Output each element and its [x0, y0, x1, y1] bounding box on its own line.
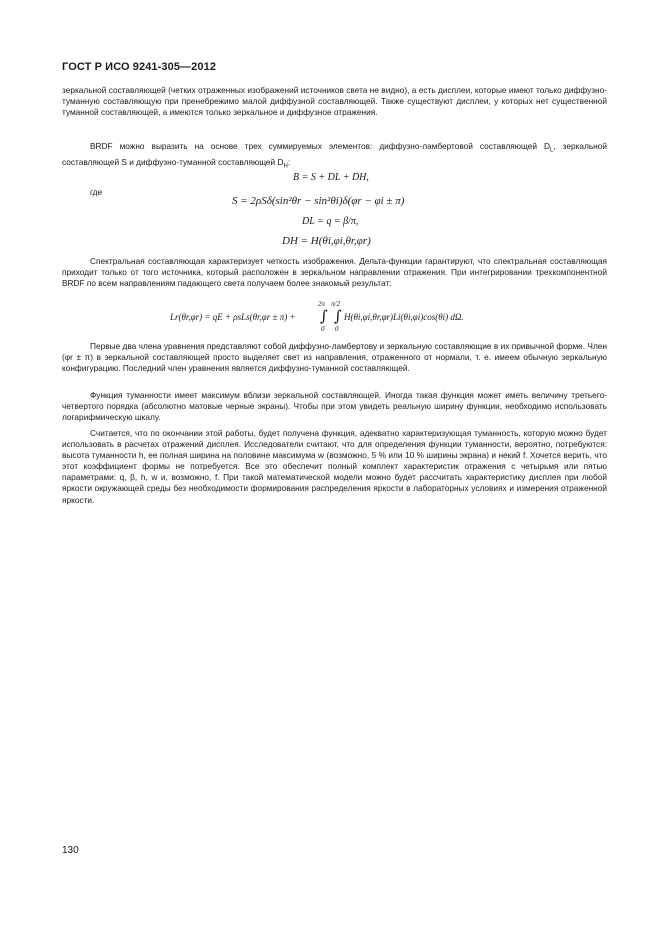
integral-2-upper: π/2: [331, 300, 340, 308]
paragraph-6: [62, 428, 607, 506]
p2-sub-l: L: [549, 147, 554, 154]
equation-haze: DH = H(θi,φi,θr,φr): [282, 235, 371, 247]
integral-2-lower: 0: [335, 325, 339, 333]
paragraph-5-text: Функция туманности имеет максимум вблизи зеркальной составляющей. Иногда такая функция может иметь величину третьего-четвертого порядка (абсолютно матовые черные экраны). Чтобы при этом увидеть реальную ширину функции, необходимо использовать логарифмическую шкалу.: [62, 390, 607, 423]
p2-part-a: BRDF можно выразить на основе трех суммируемых элементов: диффузно-ламбертовой составляющей D: [90, 141, 550, 151]
equation-brdf-sum: B = S + DL + DH,: [293, 172, 369, 183]
equation-specular: S = 2ρSδ(sin²θr − sin²θi)δ(φr − φi ± π): [232, 195, 405, 207]
integral-2-sign: ∫: [334, 307, 342, 325]
integral-1-upper: 2π: [318, 300, 326, 308]
equation-lambert: DL = q = β/π,: [302, 216, 359, 227]
paragraph-3: [62, 256, 607, 289]
paragraph-4-text: Первые два члена уравнения представляют собой диффузно-ламбертову и зеркальную составляющие в их привычной форме. Член (φr ± π) в зеркальной составляющей просто выделяет свет из направления, отраженного от нормали, т. е. имеем обычную зеркальную конфигурацию. Последний член уравнения является диффузно-туманной составляющей.: [62, 341, 607, 374]
paragraph-2-text: [62, 141, 607, 173]
paragraph-6-text: Считается, что по окончании этой работы, будет получена функция, адекватно характеризующая туманность, которую можно будет использовать в расчетах отражений дисплея. Исследователи считают, что для определения функции туманности, вероятно, потребуются: высота туманности h, ее полная ширина на половине максимума w (возможно, 5 % или 10 % ширины экрана) и некий f. Хочется верить, что этот коэффициент формы не потребуется. Все это обеспечит полный комплект характеристик отражения с четырьмя или пятью параметрами: q, β, h, w и, возможно, f. При такой математической модели можно будет рассчитать характеристику дисплея при любой яркости окружающей среды без необходимости формирования распределения яркости в лабораторных условиях и измерения отраженной яркости.: [62, 428, 607, 505]
paragraph-5: [62, 390, 607, 423]
paragraph-3-text: Спектральная составляющая характеризует четкость изображения. Дельта-функции гарантируют, что спектральная составляющая приходит только от того источника, который расположен в зеркальном направлении отражения. При интегрировании трехкомпонентной BRDF по всем направлениям падающего света получаем более знакомый результат:: [62, 256, 607, 289]
integral-1-lower: 0: [321, 325, 325, 333]
page-number: 130: [62, 845, 79, 856]
p2-part-e: :: [287, 156, 291, 167]
paragraph-1-text: зеркальной составляющей (четких отраженных изображений источников света не видно), а есть дисплеи, которые имеют только диффузно-туманную составляющую при пренебрежимо малой диффузной составляющей. Также существуют дисплеи, у которых нет существенной туманной составляющей, а имеются только зеркальное и диффузное отражения.: [62, 85, 607, 118]
paragraph-4: [62, 341, 607, 374]
integral-1-sign: ∫: [320, 307, 328, 325]
paragraph-1: [62, 85, 607, 118]
equation-luminance-right: H(θi,φi,θr,φr)Li(θi,φi)cos(θi) dΩ.: [344, 312, 464, 322]
p2-sub-h: H: [283, 163, 288, 170]
paragraph-2: [62, 141, 607, 173]
equation-luminance-left: Lr(θr,φr) = qE + ρsLs(θr,φr ± π) +: [170, 312, 296, 322]
document-header: ГОСТ Р ИСО 9241-305—2012: [62, 61, 217, 73]
where-label: где: [90, 187, 103, 197]
p2-part-c: , зеркальной составляющей S и диффузно-туманной составляющей D: [62, 141, 607, 167]
